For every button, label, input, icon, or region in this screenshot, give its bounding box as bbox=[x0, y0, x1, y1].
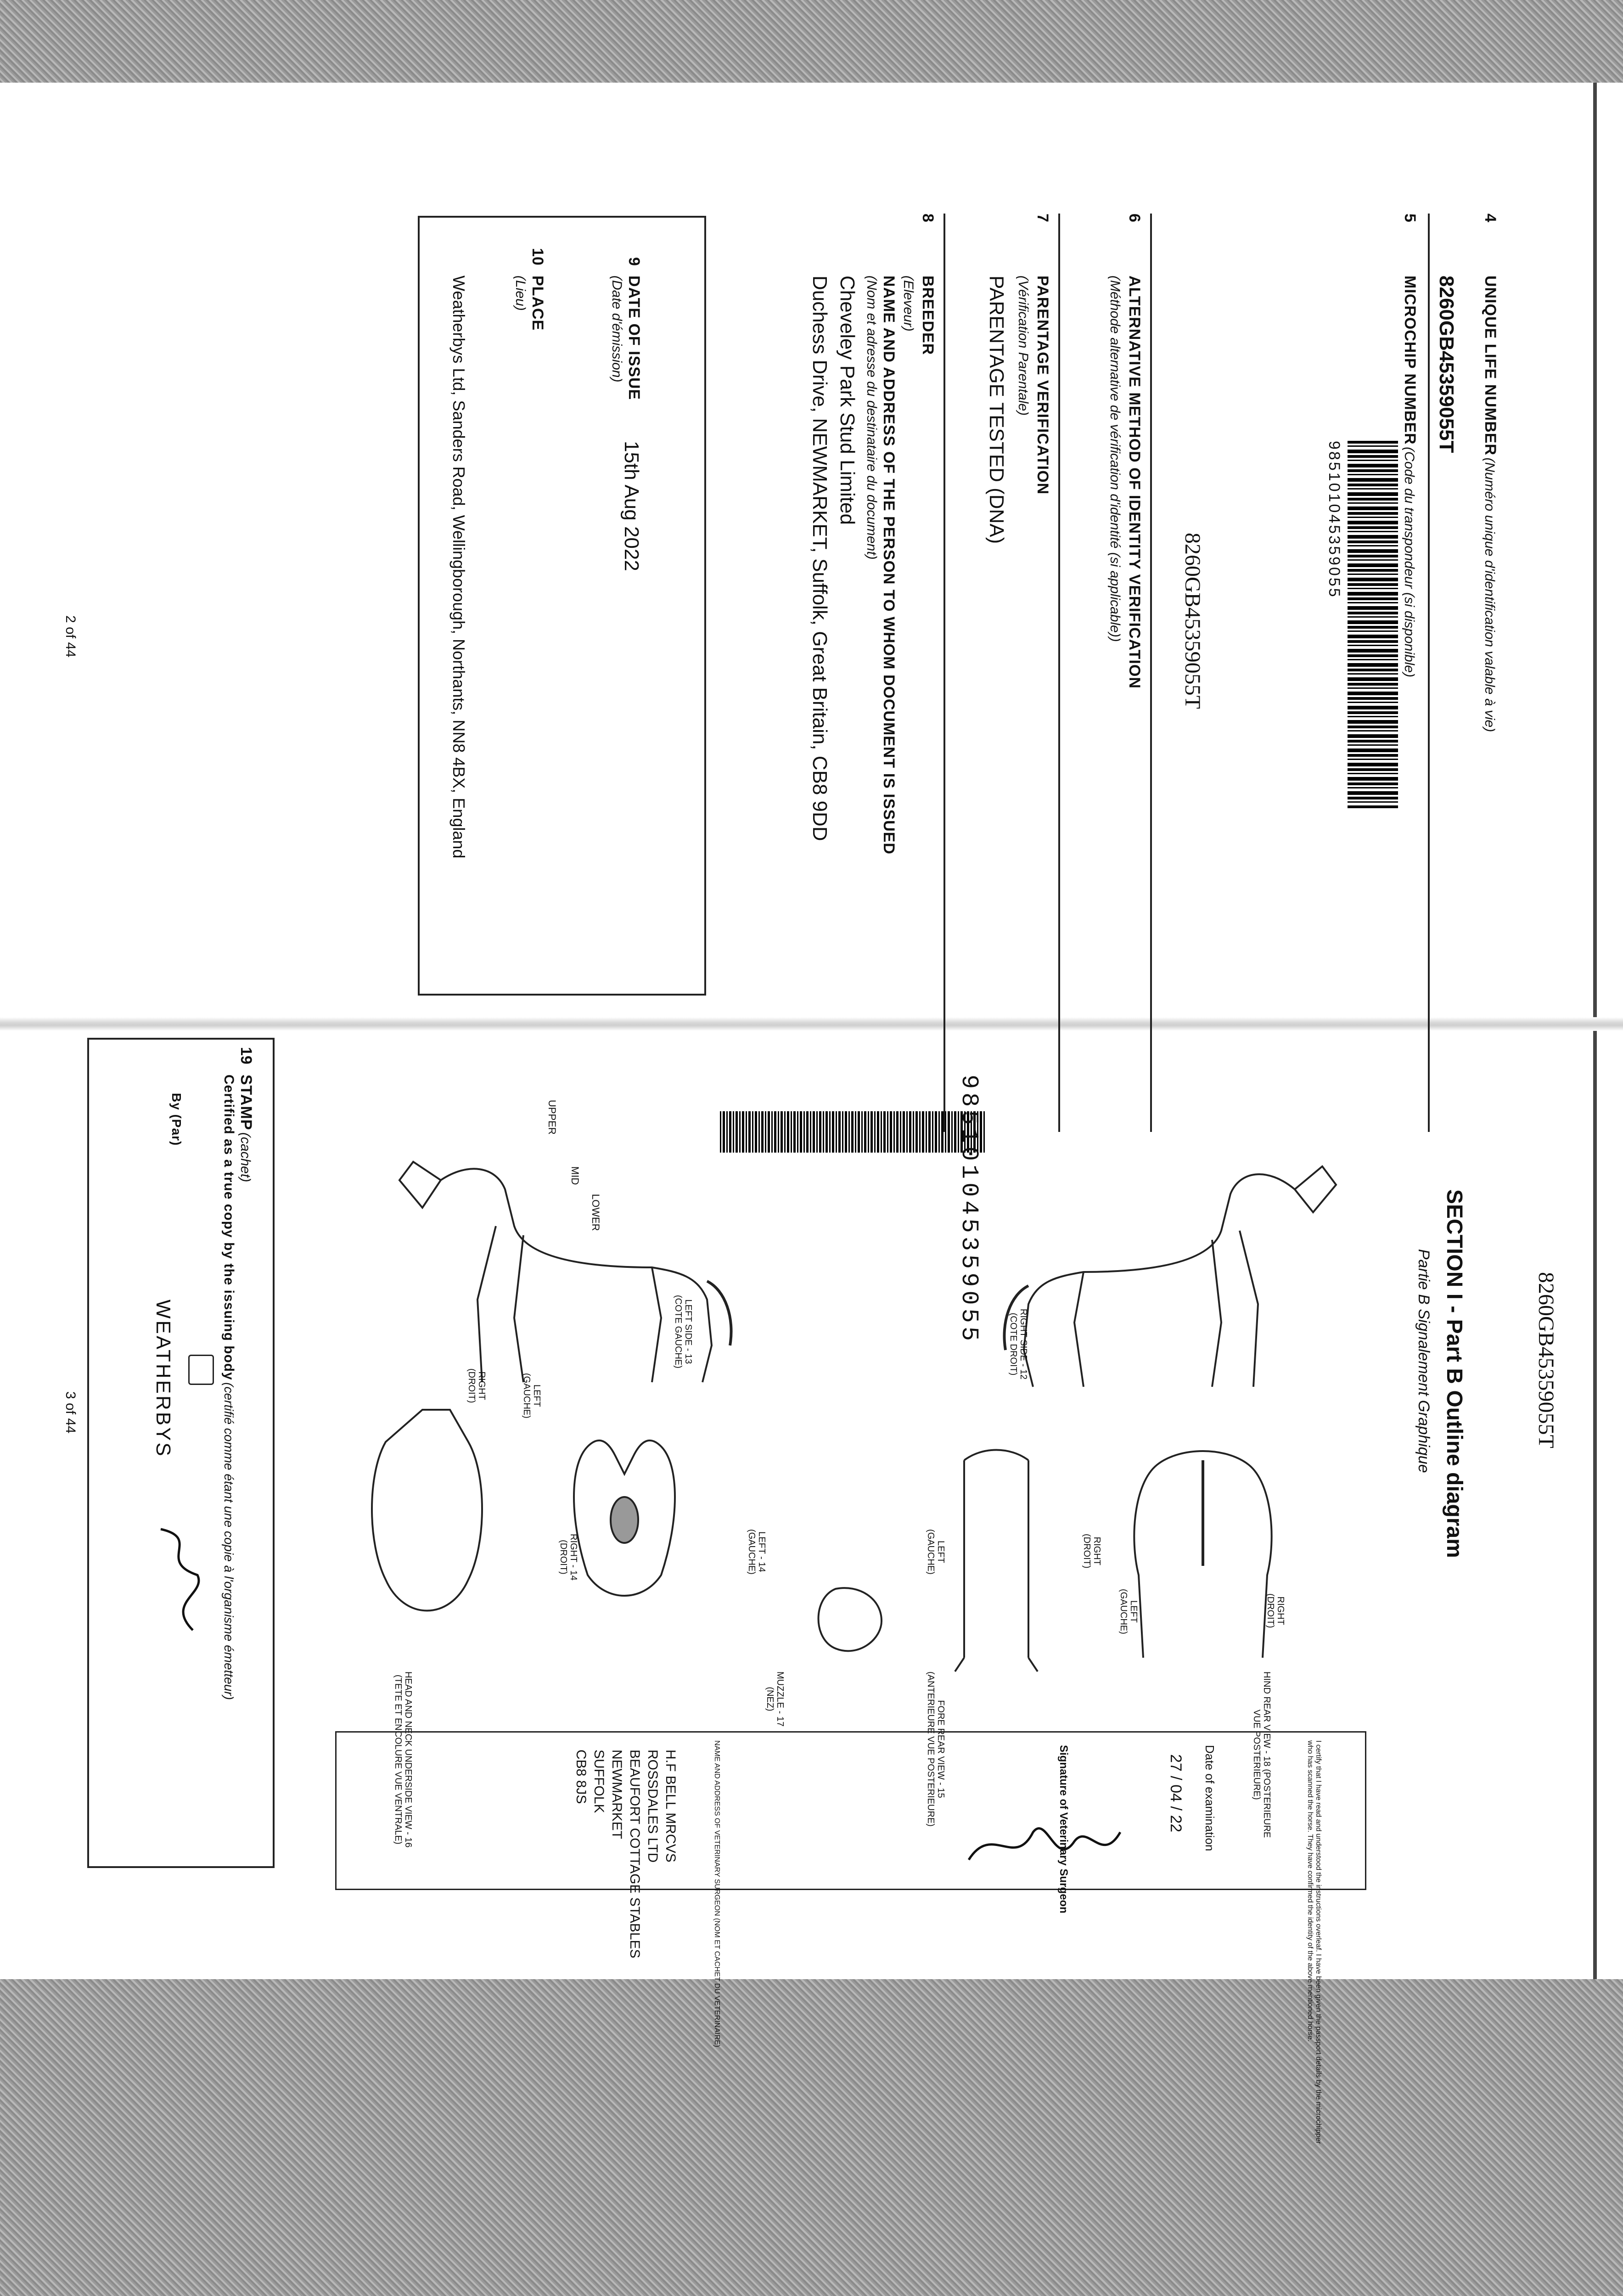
certified-row bbox=[221, 1075, 236, 1700]
view-label-right-head: RIGHT (DROIT) bbox=[466, 1368, 487, 1403]
by-label: By (Par) bbox=[169, 1093, 184, 1146]
stamp-label: STAMP bbox=[237, 1075, 255, 1131]
issue-date-label-fr: (Date d'émission) bbox=[609, 276, 624, 383]
page-number: 2 of 44 bbox=[63, 615, 78, 658]
microchip-label-row bbox=[1401, 276, 1419, 677]
field-label: MICROCHIP NUMBER bbox=[1401, 276, 1419, 445]
outline-diagram bbox=[331, 1061, 1410, 1722]
view-label-left-hind: LEFT (GAUCHE) bbox=[1118, 1589, 1139, 1634]
view-label-fore-rear: FORE REAR VIEW - 15 (ANTERIEURE VUE POSTERIEURE) bbox=[926, 1671, 946, 1827]
view-label-head-neck: HEAD AND NECK UNDERSIDE VIEW - 16 (TETE ET ENCOLURE VUE VENTRALE) bbox=[393, 1671, 413, 1848]
vet-signature-label: Signature of Veterinary Surgeon bbox=[1057, 1745, 1070, 1913]
parentage-label: PARENTAGE VERIFICATION bbox=[1034, 276, 1051, 495]
page-fold bbox=[0, 1017, 1623, 1031]
view-label-right-14: RIGHT - 14 (DROIT) bbox=[558, 1534, 578, 1581]
breeder-address: Duchess Drive, NEWMARKET, Suffolk, Great Britain, CB8 9DD bbox=[809, 276, 831, 841]
place-label: PLACE bbox=[529, 276, 546, 331]
field-label: UNIQUE LIFE NUMBER bbox=[1482, 276, 1499, 456]
uln-header-left: 8260GB45359055T bbox=[1180, 533, 1205, 709]
vet-line: ROSSDALES LTD bbox=[645, 1750, 660, 1863]
field-divider bbox=[1150, 214, 1152, 1132]
marking-lower-label: LOWER bbox=[590, 1194, 601, 1231]
vet-line: H.F BELL MRCVS bbox=[663, 1750, 678, 1863]
field-label-fr: (Code du transpondeur (si disponible) bbox=[1402, 447, 1417, 678]
issue-date-value: 15th Aug 2022 bbox=[620, 441, 643, 571]
breeder-name: Cheveley Park Stud Limited bbox=[836, 276, 859, 525]
scan-top-band bbox=[0, 0, 1623, 83]
marking-mid-label: MID bbox=[569, 1166, 581, 1185]
vet-line: CB8 8JS bbox=[573, 1750, 589, 1804]
alt-method-label-fr: (Méthode alternative de vérification d'identité (si applicable)) bbox=[1107, 276, 1123, 642]
field-divider bbox=[1058, 214, 1060, 1132]
field-divider bbox=[1428, 214, 1430, 1132]
diagram-barcode bbox=[719, 1111, 985, 1153]
head-neck-underside-view bbox=[372, 1410, 482, 1611]
fore-rear-view bbox=[955, 1450, 1038, 1672]
field-number: 6 bbox=[1126, 214, 1143, 222]
uln-value: 8260GB45359055T bbox=[1435, 276, 1458, 453]
view-label-left-14: LEFT - 14 (GAUCHE) bbox=[747, 1529, 767, 1575]
uln-header-right: 8260GB45359055T bbox=[1534, 1272, 1558, 1448]
view-label-left-side: LEFT SIDE - 13 (COTE GAUCHE) bbox=[673, 1295, 693, 1368]
view-label-right-side: RIGHT SIDE - 12 (COTE DROIT) bbox=[1008, 1309, 1028, 1380]
issued-to-label: NAME AND ADDRESS OF THE PERSON TO WHOM DOCUMENT IS ISSUED bbox=[880, 276, 898, 855]
issued-to-label-fr: (Nom et adresse du destinataire du document) bbox=[864, 276, 879, 560]
scan-gutter-top bbox=[1593, 83, 1597, 1979]
view-label-right-fore: RIGHT (DROIT) bbox=[1082, 1534, 1102, 1569]
marking-upper-label: UPPER bbox=[546, 1100, 558, 1135]
exam-date-value: 27 / 04 / 22 bbox=[1167, 1754, 1185, 1833]
vet-address bbox=[572, 1750, 680, 1958]
field-number: 8 bbox=[919, 214, 937, 222]
microchip-barcode bbox=[1348, 441, 1398, 808]
weatherbys-brand: WEATHERBYS bbox=[152, 1300, 174, 1458]
field-number: 4 bbox=[1482, 214, 1499, 222]
view-label-left-fore: LEFT (GAUCHE) bbox=[926, 1529, 946, 1575]
vet-declaration: I certify that I have read and understood the instructions overleaf. I have been given the passport details by the microchipper who has scanned the horse. They have confirmed the identity of the above mentioned horse. bbox=[1306, 1740, 1322, 2144]
view-label-right-hind: RIGHT (DROIT) bbox=[1265, 1593, 1286, 1628]
parentage-label-fr: (Vérification Parentale) bbox=[1016, 276, 1031, 416]
muzzle-view bbox=[819, 1588, 882, 1651]
certified-text: Certified as a true copy by the issuing body bbox=[221, 1075, 236, 1380]
weatherbys-crest-icon bbox=[188, 1355, 214, 1385]
vet-signature bbox=[964, 1814, 1139, 1874]
head-front-view bbox=[574, 1441, 675, 1596]
field-divider bbox=[943, 214, 945, 1132]
scan-bottom-band bbox=[0, 1979, 1623, 2296]
issuer-signature bbox=[147, 1520, 211, 1639]
stamp-label-fr: (cachet) bbox=[238, 1132, 253, 1182]
stamp-label-row bbox=[237, 1075, 255, 1182]
horse-right-side bbox=[1004, 1166, 1336, 1387]
issue-date-label: DATE OF ISSUE bbox=[625, 276, 643, 400]
vet-header: NAME AND ADDRESS OF VETERINARY SURGEON (NOM ET CACHET DU VETERINAIRE) bbox=[713, 1740, 721, 2048]
alt-method-label: ALTERNATIVE METHOD OF IDENTITY VERIFICATION bbox=[1126, 276, 1143, 689]
microchip-value: 985101045359055 bbox=[1325, 441, 1343, 599]
vet-line: NEWMARKET bbox=[609, 1750, 624, 1839]
parentage-value: PARENTAGE TESTED (DNA) bbox=[985, 276, 1008, 544]
exam-date-label: Date of examination bbox=[1203, 1745, 1217, 1851]
field-number: 7 bbox=[1034, 214, 1051, 222]
vet-line: BEAUFORT COTTAGE STABLES bbox=[627, 1750, 642, 1958]
page-number: 3 of 44 bbox=[63, 1391, 78, 1434]
certified-text-fr: (certifié comme étant une copie à l'organisme émetteur) bbox=[222, 1382, 236, 1700]
field-number: 10 bbox=[529, 248, 546, 265]
uln-label-row bbox=[1481, 276, 1499, 732]
breeder-label: BREEDER bbox=[919, 276, 937, 355]
hind-rear-view bbox=[1134, 1451, 1271, 1658]
breeder-label-fr: (Eleveur) bbox=[901, 276, 916, 332]
place-label-fr: (Lieu) bbox=[513, 276, 528, 311]
section-title: SECTION I - Part B Outline diagram bbox=[1442, 1189, 1466, 1558]
stamp-number: 19 bbox=[237, 1047, 255, 1064]
view-label-muzzle: MUZZLE - 17 (NEZ) bbox=[765, 1671, 785, 1727]
field-number: 5 bbox=[1401, 214, 1419, 222]
vet-line: SUFFOLK bbox=[591, 1750, 607, 1813]
view-label-hind-rear: HIND REAR VIEW - 18 (POSTERIEURE VUE POSTERIEURE) bbox=[1252, 1671, 1272, 1838]
view-label-left-head: LEFT (GAUCHE) bbox=[522, 1373, 542, 1418]
section-subtitle: Partie B Signalement Graphique bbox=[1415, 1249, 1432, 1473]
field-number: 9 bbox=[625, 257, 643, 266]
diagram-barcode-text: 985101045359055 bbox=[955, 1075, 983, 1345]
field-label-fr: (Numéro unique d'identification valable à vie) bbox=[1482, 457, 1497, 732]
place-value: Weatherbys Ltd, Sanders Road, Wellingborough, Northants, NN8 4BX, England bbox=[449, 276, 468, 859]
